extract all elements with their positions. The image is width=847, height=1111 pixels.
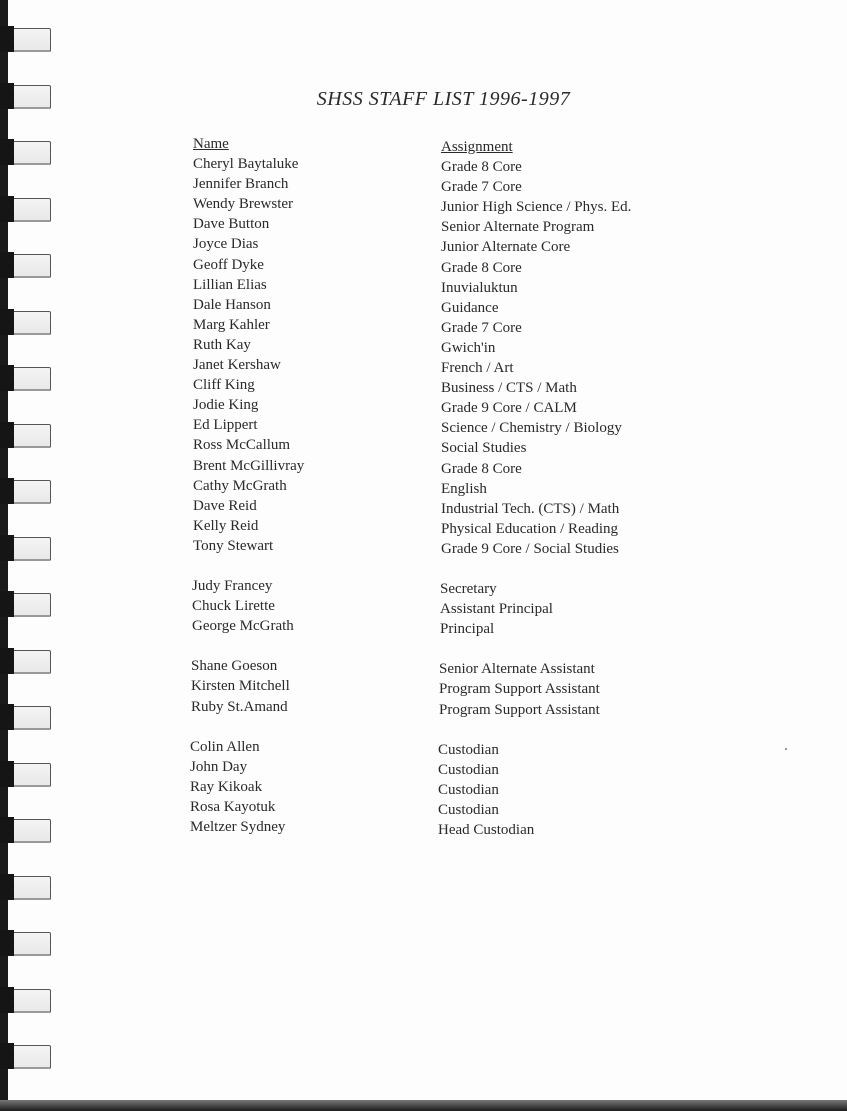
spiral-binding xyxy=(0,0,56,1111)
staff-name: Geoff Dyke xyxy=(193,256,264,273)
staff-assignment: Business / CTS / Math xyxy=(441,380,577,397)
binding-ring xyxy=(0,303,52,341)
binding-ring xyxy=(0,868,52,906)
staff-assignment: Head Custodian xyxy=(438,822,535,838)
staff-assignment: Senior Alternate Program xyxy=(441,219,595,236)
staff-name: Dave Button xyxy=(193,216,270,233)
staff-assignment: Grade 9 Core / Social Studies xyxy=(441,540,619,557)
binding-ring xyxy=(0,811,52,849)
staff-name: Wendy Brewster xyxy=(193,196,294,213)
staff-assignment: Industrial Tech. (CTS) / Math xyxy=(441,500,620,517)
staff-assignment: Grade 7 Core xyxy=(441,179,522,196)
binding-ring xyxy=(0,1037,52,1075)
staff-name: Ross McCallum xyxy=(193,437,291,454)
staff-name: Jodie King xyxy=(193,397,259,414)
staff-assignment: Custodian xyxy=(438,781,499,798)
binding-ring xyxy=(0,359,52,397)
staff-name: Joyce Dias xyxy=(193,236,259,253)
staff-name: Marg Kahler xyxy=(193,316,270,333)
staff-assignment: English xyxy=(441,480,487,497)
staff-assignment: Custodian xyxy=(438,741,499,758)
binding-ring xyxy=(0,190,52,228)
binding-ring xyxy=(0,416,52,454)
staff-name: Ray Kikoak xyxy=(190,778,263,795)
staff-name: Meltzer Sydney xyxy=(190,819,286,835)
staff-assignment: Assistant Principal xyxy=(440,601,553,618)
staff-name: Cliff King xyxy=(193,377,255,394)
assignment-column-header: Assignment xyxy=(441,139,513,155)
staff-assignment: Physical Education / Reading xyxy=(441,520,619,537)
staff-assignment: Junior High Science / Phys. Ed. xyxy=(441,199,632,216)
staff-assignment: French / Art xyxy=(441,360,514,376)
staff-name: Dale Hanson xyxy=(193,296,271,313)
binding-ring xyxy=(0,246,52,284)
binding-ring xyxy=(0,20,52,58)
binding-ring xyxy=(0,133,52,171)
staff-name: Cathy McGrath xyxy=(193,477,287,494)
binding-ring xyxy=(0,755,52,793)
staff-assignment: Senior Alternate Assistant xyxy=(439,661,595,678)
staff-name: Jennifer Branch xyxy=(193,176,289,193)
staff-assignment: Social Studies xyxy=(441,440,527,457)
staff-name: Kelly Reid xyxy=(193,517,259,534)
staff-assignment: Inuvialuktun xyxy=(441,279,518,296)
staff-assignment: Grade 8 Core xyxy=(441,159,522,175)
staff-assignment: Custodian xyxy=(438,801,499,818)
staff-assignment: Grade 8 Core xyxy=(441,460,522,477)
staff-name: Tony Stewart xyxy=(193,537,274,554)
page-title: SHSS STAFF LIST 1996-1997 xyxy=(316,88,571,110)
staff-name: George McGrath xyxy=(192,618,294,635)
staff-assignment: Grade 7 Core xyxy=(441,319,522,336)
staff-assignment: Science / Chemistry / Biology xyxy=(441,420,622,437)
staff-name: Colin Allen xyxy=(190,738,260,755)
binding-ring xyxy=(0,924,52,962)
staff-name: Kirsten Mitchell xyxy=(191,678,290,695)
staff-assignment: Gwich'in xyxy=(441,339,496,356)
staff-assignment: Junior Alternate Core xyxy=(441,239,571,256)
binding-ring xyxy=(0,529,52,567)
staff-name: Ed Lippert xyxy=(193,417,258,434)
staff-name: Brent McGillivray xyxy=(193,457,305,474)
staff-name: Ruth Kay xyxy=(193,336,251,353)
staff-name: Cheryl Baytaluke xyxy=(193,156,299,172)
staff-assignment: Program Support Assistant xyxy=(439,681,600,698)
staff-assignment: Grade 9 Core / CALM xyxy=(441,400,577,417)
binding-ring xyxy=(0,585,52,623)
staff-assignment: Guidance xyxy=(441,299,499,316)
staff-assignment: Custodian xyxy=(438,761,499,778)
staff-name: Janet Kershaw xyxy=(193,357,281,373)
staff-assignment: Grade 8 Core xyxy=(441,259,522,276)
staff-name: Rosa Kayotuk xyxy=(190,798,276,815)
staff-name: Shane Goeson xyxy=(191,658,278,675)
staff-assignment: Program Support Assistant xyxy=(439,701,600,718)
staff-assignment: Principal xyxy=(440,621,495,638)
name-column-header: Name xyxy=(193,136,229,152)
staff-name: Judy Francey xyxy=(192,578,273,594)
staff-name: Ruby St.Amand xyxy=(191,698,288,715)
scan-speck xyxy=(785,748,787,750)
binding-ring xyxy=(0,698,52,736)
staff-assignment: Secretary xyxy=(440,581,497,597)
staff-name: Dave Reid xyxy=(193,497,257,514)
binding-ring xyxy=(0,472,52,510)
page-bottom-edge xyxy=(0,1100,847,1111)
staff-name: Chuck Lirette xyxy=(192,598,275,615)
binding-ring xyxy=(0,642,52,680)
staff-name: Lillian Elias xyxy=(193,276,267,293)
binding-ring xyxy=(0,981,52,1019)
staff-name: John Day xyxy=(190,758,248,775)
